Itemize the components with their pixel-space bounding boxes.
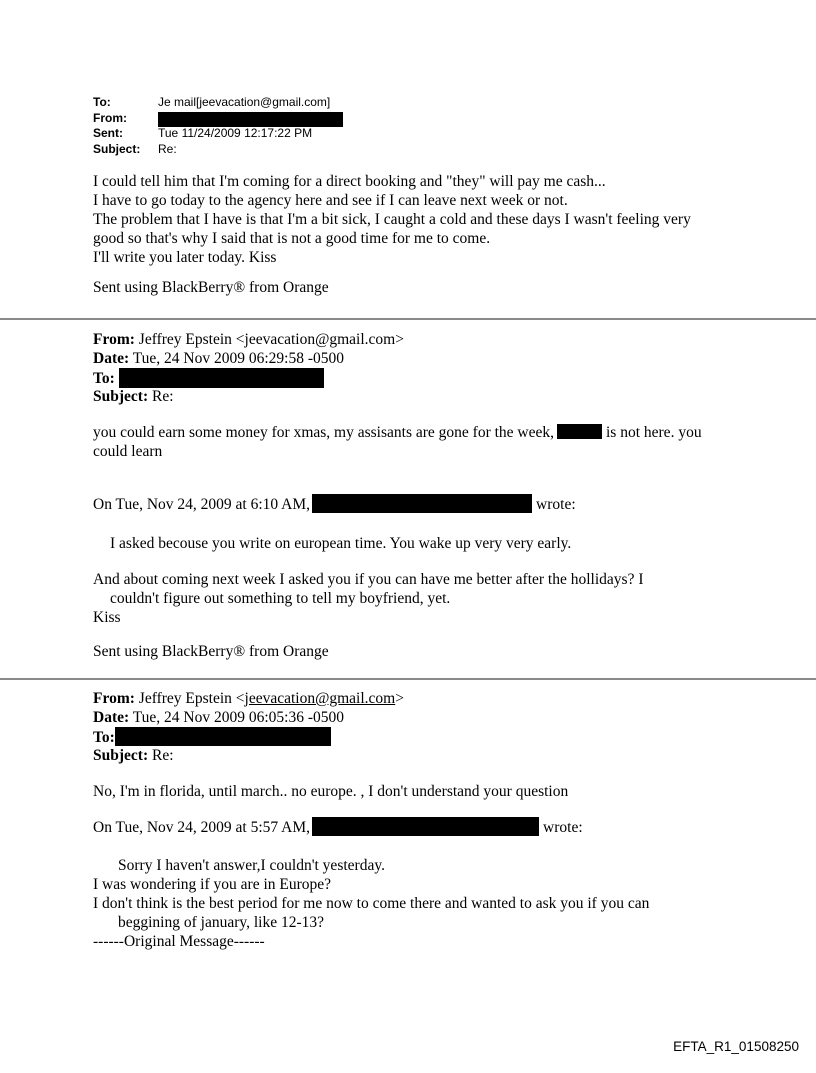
quoted-line: couldn't figure out something to tell my boyfriend, yet. — [110, 590, 451, 607]
email-link[interactable]: jeevacation@gmail.com — [244, 690, 396, 707]
body-line: I have to go today to the agency here and see if I can leave next week or not. — [93, 192, 568, 209]
from-label: From: — [93, 331, 135, 348]
attribution-text: On Tue, Nov 24, 2009 at 5:57 AM, — [93, 819, 311, 836]
section-divider — [0, 678, 816, 680]
subject-value: Re: — [158, 141, 177, 156]
body-line — [93, 423, 702, 442]
date-label: Date: — [93, 709, 130, 726]
from-label: From: — [93, 690, 135, 707]
attribution-text: wrote: — [536, 496, 576, 513]
body-line: good so that's why I said that is not a good time for me to come. — [93, 230, 491, 247]
from-value: Jeffrey Epstein <jeevacation@gmail.com> — [134, 331, 404, 348]
attribution-line — [93, 494, 702, 513]
email1-header-row-subject — [93, 142, 343, 158]
body-text: is not here. you — [606, 424, 702, 441]
email1-header — [93, 95, 343, 157]
email2 — [93, 330, 702, 661]
redaction-bar — [158, 112, 343, 127]
quoted-line: beggining of january, like 12-13? — [118, 914, 325, 931]
body-line: I could tell him that I'm coming for a direct booking and "they" will pay me cash... — [93, 173, 606, 190]
body-line: I'll write you later today. Kiss — [93, 249, 277, 266]
subject-label: Subject: — [93, 388, 149, 405]
quoted-line: I was wondering if you are in Europe? — [93, 876, 332, 893]
email1-header-row-to — [93, 95, 343, 111]
to-value: Je mail[jeevacation@gmail.com] — [158, 95, 331, 109]
quoted-line: And about coming next week I asked you if you can have me better after the hollidays? I — [93, 571, 644, 588]
attribution-text: wrote: — [543, 819, 583, 836]
body-line: The problem that I have is that I'm a bit sick, I caught a cold and these days I wasn't feeling very — [93, 211, 691, 228]
from-value-pre: Jeffrey Epstein < — [134, 690, 245, 707]
section-divider — [0, 318, 816, 320]
email1-body — [93, 172, 691, 297]
email3-header-row-subject — [93, 746, 649, 765]
redaction-bar — [312, 494, 532, 513]
quoted-line: I asked becouse you write on european time. You wake up very very early. — [110, 535, 572, 552]
subject-label: Subject: — [93, 141, 141, 156]
quoted-line: Sorry I haven't answer,I couldn't yesterday. — [118, 857, 385, 874]
to-label: To: — [93, 370, 115, 387]
date-label: Date: — [93, 350, 130, 367]
email3-header-row-date — [93, 708, 649, 727]
body-line: No, I'm in florida, until march.. no europe. , I don't understand your question — [93, 783, 569, 800]
email3-header-row-from — [93, 689, 649, 708]
email2-header-row-date — [93, 349, 702, 368]
date-value: Tue, 24 Nov 2009 06:05:36 -0500 — [129, 709, 345, 726]
original-message-separator: ------Original Message------ — [93, 933, 265, 950]
body-text: you could earn some money for xmas, my assisants are gone for the week, — [93, 424, 554, 441]
email2-header-row-subject — [93, 387, 702, 406]
sent-value: Tue 11/24/2009 12:17:22 PM — [158, 126, 313, 140]
attribution-line — [93, 817, 649, 836]
subject-value: Re: — [148, 388, 174, 405]
email2-header-row-from — [93, 330, 702, 349]
signature-line: Sent using BlackBerry® from Orange — [93, 643, 329, 660]
from-value-post: > — [395, 690, 404, 707]
email1-header-row-sent — [93, 126, 343, 142]
redaction-bar — [312, 817, 539, 836]
date-value: Tue, 24 Nov 2009 06:29:58 -0500 — [129, 350, 345, 367]
attribution-text: On Tue, Nov 24, 2009 at 6:10 AM, — [93, 496, 311, 513]
body-line: could learn — [93, 443, 163, 460]
subject-value: Re: — [148, 747, 174, 764]
to-label: To: — [93, 95, 111, 109]
quoted-line: I don't think is the best period for me now to come there and wanted to ask you if you can — [93, 895, 650, 912]
to-label: To: — [93, 729, 115, 746]
subject-label: Subject: — [93, 747, 149, 764]
quoted-line: Kiss — [93, 609, 121, 626]
redaction-bar — [119, 368, 324, 388]
email3 — [93, 689, 649, 951]
redaction-bar — [115, 727, 331, 746]
redaction-bar — [557, 424, 602, 439]
sent-label: Sent: — [93, 126, 123, 140]
email3-header-row-to — [93, 727, 649, 746]
email2-header-row-to — [93, 368, 702, 387]
bates-number: EFTA_R1_01508250 — [673, 1039, 799, 1054]
email1-header-row-from — [93, 111, 343, 127]
signature-line: Sent using BlackBerry® from Orange — [93, 279, 329, 296]
from-label: From: — [93, 110, 127, 125]
